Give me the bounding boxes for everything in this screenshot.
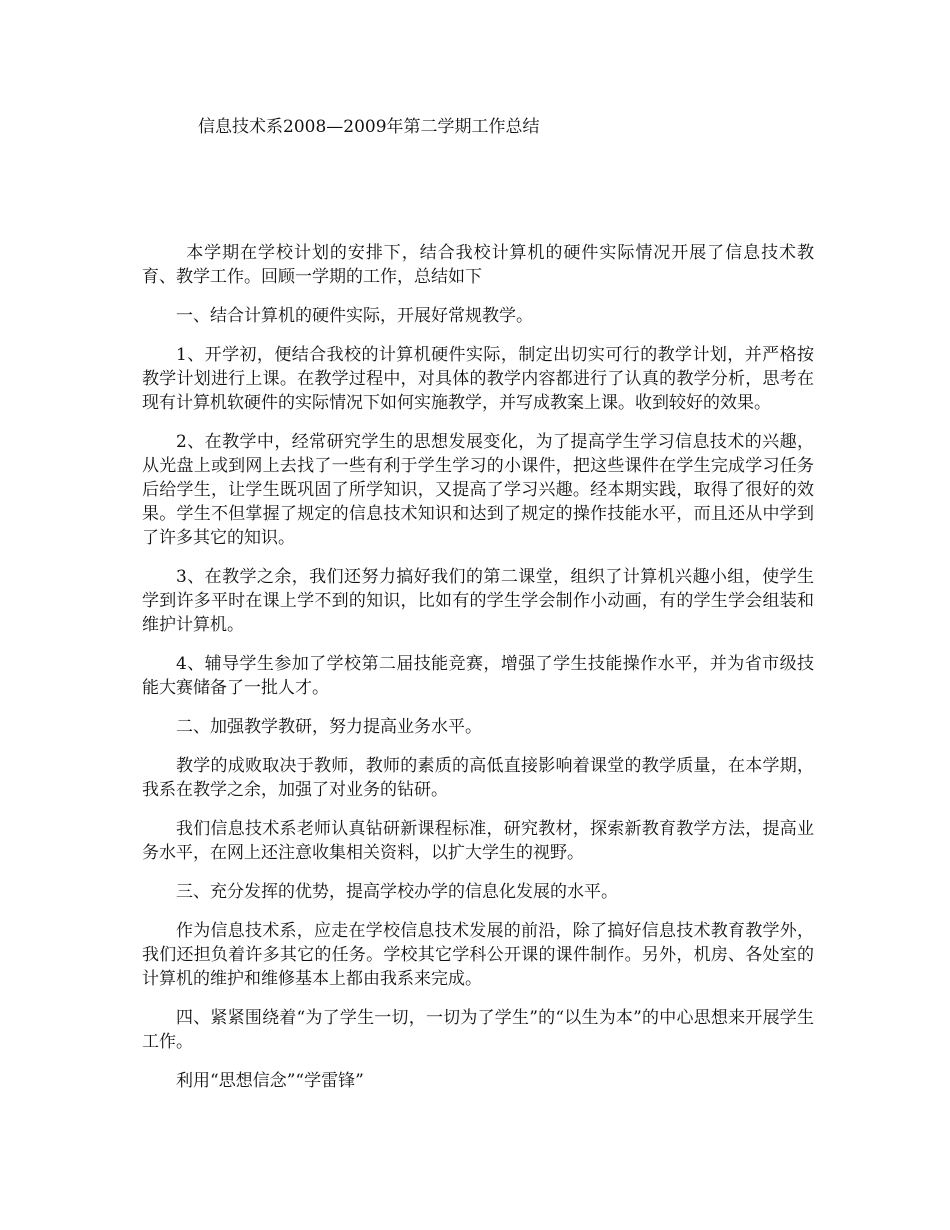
section-heading-4: 四、紧紧围绕着“为了学生一切，一切为了学生”的“以生为本”的中心思想来开展学生工作。 [142, 1008, 814, 1052]
paragraph-it-department: 作为信息技术系，应走在学校信息技术发展的前沿，除了搞好信息技术教育教学外，我们还担负着许多其它的任务。学校其它学科公开课的课件制作。另外，机房、各处室的计算机的维护和维修基本上都由我系来完成。 [142, 921, 814, 989]
document-body [142, 241, 814, 1108]
document-title: 信息技术系2008—2009年第二学期工作总结 [198, 117, 540, 137]
paragraph-truncated: 利用“思想信念”“学雷锋” [176, 1071, 364, 1091]
paragraph-item-3: 3、在教学之余，我们还努力搞好我们的第二课堂，组织了计算机兴趣小组，使学生学到许多平时在课上学不到的知识，比如有的学生学会制作小动画，有的学生学会组装和维护计算机。 [142, 567, 814, 635]
paragraph-item-2: 2、在教学中，经常研究学生的思想发展变化，为了提高学生学习信息技术的兴趣，从光盘上或到网上去找了一些有利于学生学习的小课件，把这些课件在学生完成学习任务后给学生，让学生既巩固了所学知识，又提高了学习兴趣。经本期实践，取得了很好的效果。学生不但掌握了规定的信息技术知识和达到了规定的操作技能水平，而且还从中学到了许多其它的知识。 [142, 432, 814, 548]
paragraph-item-1: 1、开学初，便结合我校的计算机硬件实际，制定出切实可行的教学计划，并严格按教学计划进行上课。在教学过程中，对具体的教学内容都进行了认真的教学分析，思考在现有计算机软硬件的实际情况下如何实施教学，并写成教案上课。收到较好的效果。 [142, 345, 814, 413]
section-heading-2: 二、加强教学教研，努力提高业务水平。 [176, 717, 482, 737]
section-heading-3: 三、充分发挥的优势，提高学校办学的信息化发展的水平。 [176, 882, 618, 902]
paragraph-item-4: 4、辅导学生参加了学校第二届技能竞赛，增强了学生技能操作水平，并为省市级技能大赛储备了一批人才。 [142, 654, 814, 698]
paragraph-curriculum-study: 我们信息技术系老师认真钻研新课程标准，研究教材，探索新教育教学方法，提高业务水平，在网上还注意收集相关资料，以扩大学生的视野。 [142, 819, 814, 863]
intro-paragraph: 本学期在学校计划的安排下，结合我校计算机的硬件实际情况开展了信息技术教育、教学工作。回顾一学期的工作，总结如下 [142, 243, 814, 287]
paragraph-teaching-quality: 教学的成败取决于教师，教师的素质的高低直接影响着课堂的教学质量，在本学期，我系在教学之余，加强了对业务的钻研。 [142, 756, 814, 800]
section-heading-1: 一、结合计算机的硬件实际，开展好常规教学。 [176, 306, 533, 326]
